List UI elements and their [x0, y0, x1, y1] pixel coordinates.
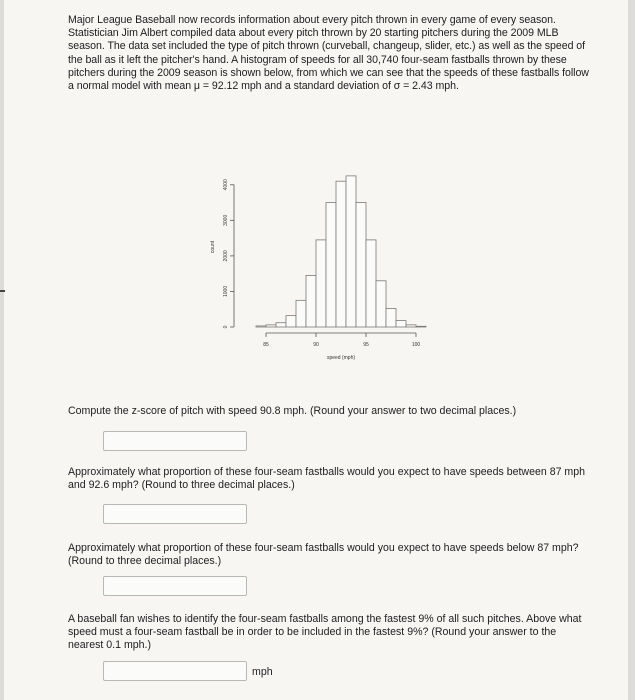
histogram-bar: [266, 325, 276, 327]
question-4: A baseball fan wishes to identify the four-seam fastballs among the fastest 9% of all such pitches. Above what speed must a four-seam fastball be in order to be included in the fastest 9%? (Round your answer to the nearest 0.1 mph.): [68, 613, 582, 651]
x-axis-title: speed (mph): [326, 355, 356, 361]
histogram-bar: [276, 323, 286, 327]
histogram-bar: [326, 203, 336, 327]
answer-input-4[interactable]: [103, 661, 247, 681]
histogram-bar: [386, 309, 396, 327]
question-2: Approximately what proportion of these four-seam fastballs would you expect to have speeds between 87 mph and 92.6 mph? (Round to three decimal places.): [68, 466, 586, 491]
answer-unit-mph: mph: [252, 666, 273, 678]
y-tick-label: 1000: [223, 285, 229, 298]
histogram-bar: [316, 240, 326, 327]
answer-input-3[interactable]: [103, 576, 247, 596]
histogram-bar: [286, 316, 296, 327]
histogram-bar: [306, 275, 316, 327]
speed-histogram: [204, 140, 444, 375]
question-1: Compute the z-score of pitch with speed 90.8 mph. (Round your answer to two decimal places.): [68, 405, 517, 417]
histogram-bar: [366, 240, 376, 327]
y-tick-label: 0: [223, 325, 229, 329]
histogram-bar: [296, 300, 306, 327]
y-tick-label: 3000: [223, 214, 229, 226]
histogram-svg: [204, 140, 444, 375]
x-tick-label: 95: [363, 342, 369, 348]
histogram-bar: [376, 281, 386, 327]
histogram-bar: [396, 321, 406, 327]
x-tick-label: 85: [263, 342, 269, 348]
x-tick-label: 100: [411, 342, 421, 348]
histogram-bar: [346, 176, 356, 327]
answer-input-2[interactable]: [103, 504, 247, 524]
y-tick-label: 4000: [223, 179, 229, 191]
histogram-bar: [356, 203, 366, 327]
y-tick-label: 2000: [223, 250, 229, 262]
problem-intro: Major League Baseball now records information about every pitch thrown in every game of every season. Statistician Jim Albert compiled data about every pitch thrown by 20 starting pitchers during the 2009 MLB season. The data set included the type of pitch thrown (curveball, changeup, slider, etc.) as well as the speed of the ball as it left the pitcher's hand. A histogram of speeds for all 30,740 four-seam fastballs thrown by these pitchers during the 2009 season is shown below, from which we can see that the speeds of these fastballs follow a normal model with mean μ = 92.12 mph and a standard deviation of σ = 2.43 mph.: [68, 14, 589, 93]
x-tick-label: 90: [313, 342, 319, 348]
worksheet-page: [4, 0, 628, 700]
histogram-bar: [416, 326, 426, 327]
question-3: Approximately what proportion of these four-seam fastballs would you expect to have speeds below 87 mph? (Round to three decimal places.): [68, 542, 579, 567]
y-axis-title: count: [210, 240, 216, 254]
histogram-bar: [406, 325, 416, 327]
answer-input-1[interactable]: [103, 431, 247, 451]
screen-edge-mark: [0, 290, 5, 292]
histogram-bar: [256, 326, 266, 327]
histogram-bar: [336, 181, 346, 327]
